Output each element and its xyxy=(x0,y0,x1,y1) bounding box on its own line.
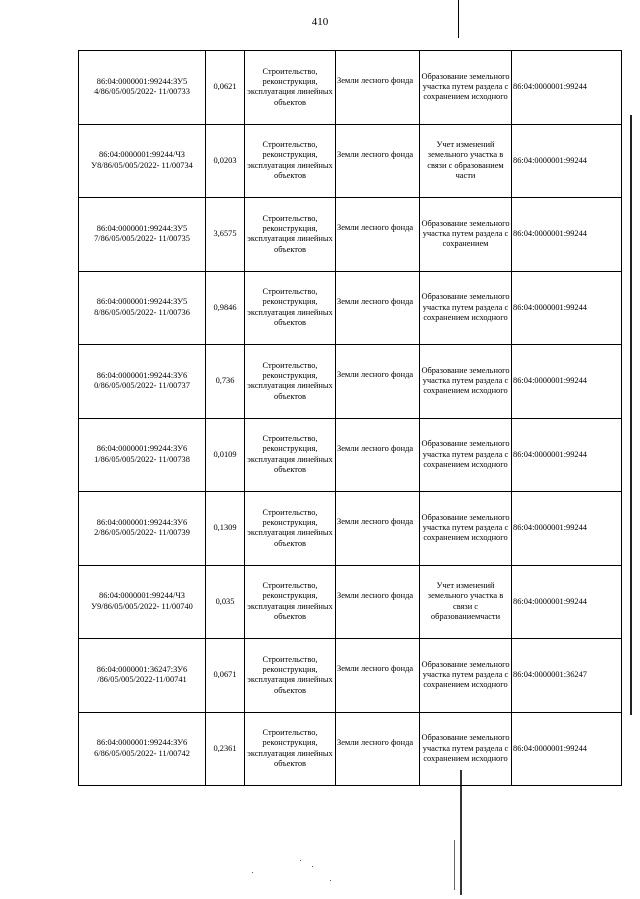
land-category-text: Земли лесного фонда xyxy=(337,149,414,159)
land-category-cell xyxy=(336,712,420,786)
cadastral-number-cell xyxy=(79,345,206,419)
page-number: 410 xyxy=(311,16,329,28)
permitted-use-cell xyxy=(245,198,336,272)
cadastral-number-text: 86:04:0000001:99244/ЧЗ У9/86/05/005/2022- 11/00740 xyxy=(91,591,193,611)
land-category-cell xyxy=(336,492,420,566)
area-text: 0,035 xyxy=(215,596,235,606)
land-category-cell xyxy=(336,345,420,419)
cadastral-operation-cell xyxy=(420,198,512,272)
area-text: 0,0671 xyxy=(213,670,237,680)
area-cell xyxy=(206,271,245,345)
permitted-use-text: Строительство, реконструкция, эксплуатация линейных объектов xyxy=(247,507,333,548)
cadastral-number-text: 86:04:0000001:99244:ЗУ5 4/86/05/005/2022- 11/00733 xyxy=(94,76,190,97)
cadastral-operation-text: Образование земельного участка путем раздела с сохранением xyxy=(421,218,510,249)
cadastral-operation-text: Учет изменений земельного участка в связи с образованиемчасти xyxy=(427,581,504,622)
area-cell xyxy=(206,345,245,419)
permitted-use-cell xyxy=(245,565,336,639)
land-category-text: Земли лесного фонда xyxy=(337,737,414,747)
land-category-text: Земли лесного фонда xyxy=(337,590,414,600)
parent-plot-text: 86:04:0000001:99244 xyxy=(513,302,587,312)
table-body xyxy=(79,51,622,786)
cadastral-operation-text: Образование земельного участка путем раздела с сохранением исходного xyxy=(421,512,510,543)
cadastral-operation-cell xyxy=(420,565,512,639)
permitted-use-text: Строительство, реконструкция, эксплуатация линейных объектов xyxy=(247,434,333,475)
parent-plot-text: 86:04:0000001:99244 xyxy=(513,82,587,92)
land-category-text: Земли лесного фонда xyxy=(337,76,414,86)
land-category-text: Земли лесного фонда xyxy=(337,296,414,306)
parent-plot-cell xyxy=(512,565,622,639)
cadastral-number-cell xyxy=(79,271,206,345)
area-cell xyxy=(206,565,245,639)
land-category-cell xyxy=(336,565,420,639)
cadastral-number-cell xyxy=(79,124,206,198)
cadastral-number-cell xyxy=(79,198,206,272)
area-text: 0,0203 xyxy=(213,155,237,165)
land-category-cell xyxy=(336,418,420,492)
parent-plot-text: 86:04:0000001:99244 xyxy=(513,743,587,753)
table-row xyxy=(79,198,622,272)
cadastral-number-text: 86:04:0000001:99244:ЗУ6 2/86/05/005/2022- 11/00739 xyxy=(94,517,190,538)
table-row xyxy=(79,124,622,198)
cadastral-operation-cell xyxy=(420,51,512,125)
cadastral-operation-text: Образование земельного участка путем раздела с сохранением исходного xyxy=(421,71,510,102)
parent-plot-text: 86:04:0000001:99244 xyxy=(513,155,587,165)
scan-artifact-line xyxy=(454,840,455,890)
permitted-use-cell xyxy=(245,271,336,345)
land-category-cell xyxy=(336,51,420,125)
cadastral-number-cell xyxy=(79,51,206,125)
permitted-use-cell xyxy=(245,639,336,713)
cadastral-number-text: 86:04:0000001:99244:ЗУ6 6/86/05/005/2022- 11/00742 xyxy=(94,738,190,758)
parent-plot-text: 86:04:0000001:99244 xyxy=(513,376,587,386)
area-cell xyxy=(206,492,245,566)
cadastral-number-cell xyxy=(79,565,206,639)
cadastral-number-text: 86:04:0000001:99244:ЗУ6 1/86/05/005/2022- 11/00738 xyxy=(94,444,190,464)
parent-plot-cell xyxy=(512,271,622,345)
scan-speck xyxy=(252,872,253,873)
cadastral-number-cell xyxy=(79,492,206,566)
permitted-use-text: Строительство, реконструкция, эксплуатация линейных объектов xyxy=(247,360,333,401)
land-category-text: Земли лесного фонда xyxy=(337,664,414,674)
parent-plot-cell xyxy=(512,712,622,786)
land-category-text: Земли лесного фонда xyxy=(337,443,414,453)
area-cell xyxy=(206,51,245,125)
parent-plot-cell xyxy=(512,492,622,566)
table-row xyxy=(79,271,622,345)
parent-plot-text: 86:04:0000001:99244 xyxy=(513,449,587,459)
scan-artifact-line xyxy=(458,0,459,38)
parent-plot-text: 86:04:0000001:99244 xyxy=(513,523,587,533)
cadastral-number-cell xyxy=(79,712,206,786)
parent-plot-text: 86:04:0000001:99244 xyxy=(513,596,587,606)
parent-plot-cell xyxy=(512,418,622,492)
table-row xyxy=(79,565,622,639)
parent-plot-cell xyxy=(512,639,622,713)
permitted-use-text: Строительство, реконструкция, эксплуатация линейных объектов xyxy=(247,654,333,695)
parent-plot-cell xyxy=(512,51,622,125)
area-text: 3,6575 xyxy=(213,229,237,239)
scan-speck xyxy=(300,860,301,861)
scan-artifact-line xyxy=(630,115,632,715)
area-text: 0,2361 xyxy=(213,743,237,753)
land-category-text: Земли лесного фонда xyxy=(337,223,414,233)
cadastral-operation-cell xyxy=(420,492,512,566)
cadastral-number-cell xyxy=(79,639,206,713)
cadastral-operation-cell xyxy=(420,712,512,786)
cadastral-number-text: 86:04:0000001:99244:ЗУ5 7/86/05/005/2022- 11/00735 xyxy=(94,223,190,244)
permitted-use-cell xyxy=(245,124,336,198)
parent-plot-text: 86:04:0000001:36247 xyxy=(513,670,587,680)
permitted-use-cell xyxy=(245,345,336,419)
table-row xyxy=(79,418,622,492)
cadastral-number-text: 86:04:0000001:99244/ЧЗ У8/86/05/005/2022- 11/00734 xyxy=(91,150,193,170)
cadastral-operation-text: Образование земельного участка путем раздела с сохранением исходного xyxy=(421,733,510,763)
area-cell xyxy=(206,639,245,713)
area-text: 0,1309 xyxy=(213,523,237,533)
land-category-text: Земли лесного фонда xyxy=(337,370,414,380)
permitted-use-text: Строительство, реконструкция, эксплуатация линейных объектов xyxy=(247,287,333,328)
permitted-use-text: Строительство, реконструкция, эксплуатация линейных объектов xyxy=(247,581,333,622)
land-category-cell xyxy=(336,124,420,198)
area-text: 0,736 xyxy=(215,376,235,386)
parent-plot-text: 86:04:0000001:99244 xyxy=(513,229,587,239)
area-cell xyxy=(206,712,245,786)
area-text: 0,0109 xyxy=(213,449,237,459)
permitted-use-cell xyxy=(245,418,336,492)
permitted-use-text: Строительство, реконструкция, эксплуатация линейных объектов xyxy=(247,728,333,769)
area-text: 0,0621 xyxy=(213,82,237,92)
cadastral-operation-cell xyxy=(420,639,512,713)
land-category-text: Земли лесного фонда xyxy=(337,517,414,527)
cadastral-number-cell xyxy=(79,418,206,492)
table-row xyxy=(79,492,622,566)
permitted-use-cell xyxy=(245,51,336,125)
table-row xyxy=(79,345,622,419)
cadastral-operation-cell xyxy=(420,271,512,345)
parent-plot-cell xyxy=(512,345,622,419)
land-plots-table xyxy=(78,50,622,786)
area-cell xyxy=(206,198,245,272)
cadastral-operation-text: Образование земельного участка путем раздела с сохранением исходного xyxy=(421,439,510,469)
parent-plot-cell xyxy=(512,124,622,198)
cadastral-operation-cell xyxy=(420,418,512,492)
area-cell xyxy=(206,418,245,492)
scan-artifact-line xyxy=(460,770,462,895)
cadastral-number-text: 86:04:0000001:99244:ЗУ6 0/86/05/005/2022- 11/00737 xyxy=(94,370,190,391)
permitted-use-cell xyxy=(245,712,336,786)
scan-speck xyxy=(312,866,313,867)
area-cell xyxy=(206,124,245,198)
permitted-use-text: Строительство, реконструкция, эксплуатация линейных объектов xyxy=(247,213,333,254)
cadastral-operation-text: Образование земельного участка путем раздела с сохранением исходного xyxy=(421,292,510,322)
table-row xyxy=(79,639,622,713)
permitted-use-cell xyxy=(245,492,336,566)
cadastral-operation-cell xyxy=(420,124,512,198)
cadastral-operation-text: Учет изменений земельного участка в связи с образованием части xyxy=(427,140,504,181)
table-row xyxy=(79,51,622,125)
cadastral-operation-text: Образование земельного участка путем раздела с сохранением исходного xyxy=(421,659,510,690)
cadastral-operation-cell xyxy=(420,345,512,419)
parent-plot-cell xyxy=(512,198,622,272)
area-text: 0,9846 xyxy=(213,302,237,312)
land-category-cell xyxy=(336,198,420,272)
cadastral-number-text: 86:04:0000001:36247:ЗУ6 /86/05/005/2022-11/00741 xyxy=(96,664,188,685)
cadastral-number-text: 86:04:0000001:99244:ЗУ5 8/86/05/005/2022- 11/00736 xyxy=(94,297,190,317)
land-category-cell xyxy=(336,271,420,345)
table-row xyxy=(79,712,622,786)
scan-speck xyxy=(330,880,331,881)
cadastral-operation-text: Образование земельного участка путем раздела с сохранением исходного xyxy=(421,365,510,396)
permitted-use-text: Строительство, реконструкция, эксплуатация линейных объектов xyxy=(247,140,333,181)
permitted-use-text: Строительство, реконструкция, эксплуатация линейных объектов xyxy=(247,66,333,107)
land-category-cell xyxy=(336,639,420,713)
